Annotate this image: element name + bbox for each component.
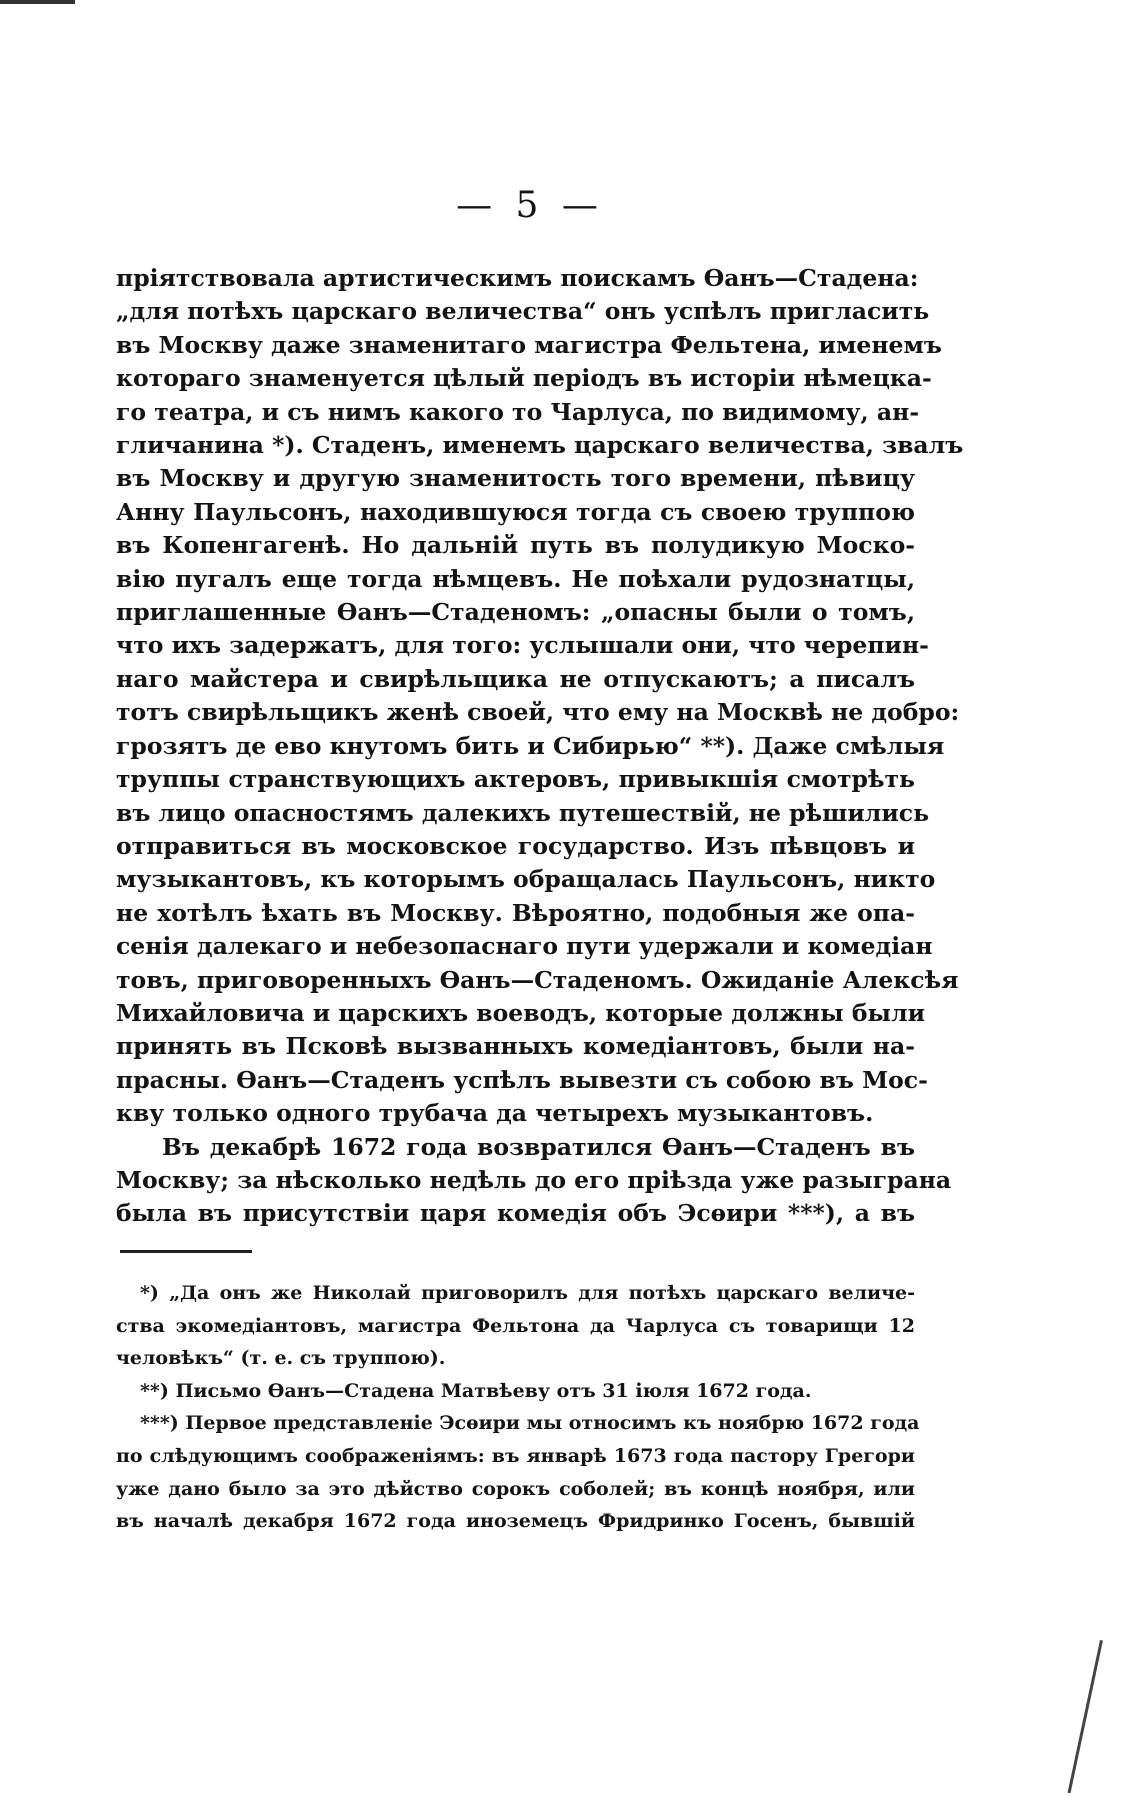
footnote-line: *) „Да онъ же Николай приговорилъ для потѣхъ царскаго величе-: [140, 1282, 915, 1304]
text-line: „для потѣхъ царскаго величества“ онъ успѣлъ пригласить: [116, 297, 930, 326]
scan-edge-mark: [0, 0, 75, 4]
text-line: гличанина *). Стаденъ, именемъ царскаго величества, звалъ: [116, 431, 964, 460]
text-line: Михайловича и царскихъ воеводъ, которые должны были: [116, 998, 926, 1027]
text-line: Анну Паульсонъ, находившуюся тогда съ своею труппою: [116, 497, 915, 526]
footnote-line: **) Письмо Ѳанъ—Стадена Матвѣеву отъ 31 іюля 1672 года.: [140, 1379, 812, 1402]
footnote-line: человѣкъ“ (т. е. съ труппою).: [116, 1347, 446, 1370]
main-text: [116, 262, 964, 1231]
footnote-line: ства экомедіантовъ, магистра Фельтона да Чарлуса съ товарищи 12: [116, 1314, 915, 1337]
text-line: товъ, приговоренныхъ Ѳанъ—Стаденомъ. Ожиданіе Алексѣя: [116, 965, 959, 994]
text-line: въ лицо опасностямъ далекихъ путешествій, не рѣшились: [116, 798, 930, 827]
text-line: не хотѣлъ ѣхать въ Москву. Вѣроятно, подобныя же опа-: [116, 898, 915, 927]
text-line: го театра, и съ нимъ какого то Чарлуса, по видимому, ан-: [116, 397, 920, 426]
footnote-separator: [120, 1250, 252, 1253]
text-line: котораго знаменуется цѣлый періодъ въ исторіи нѣмецка-: [116, 364, 932, 393]
footnote-line: въ началѣ декабря 1672 года иноземецъ Фридринко Госенъ, бывшій: [116, 1510, 915, 1533]
text-line: труппы странствующихъ актеровъ, привыкшія смотрѣть: [116, 765, 915, 794]
text-line: прасны. Ѳанъ—Стаденъ успѣлъ вывезти съ собою въ Мос-: [116, 1065, 928, 1094]
text-line: въ Копенгагенѣ. Но дальній путь въ полудикую Моско-: [116, 531, 915, 560]
text-line: отправиться въ московское государство. Изъ пѣвцовъ и: [116, 831, 915, 860]
text-line: была въ присутствіи царя комедія объ Эсѳири ***), а въ: [116, 1199, 915, 1228]
text-line: кву только одного трубача да четырехъ музыкантовъ.: [116, 1099, 874, 1128]
scan-edge-mark: [1068, 1640, 1103, 1793]
text-line: музыкантовъ, къ которымъ обращалась Паульсонъ, никто: [116, 865, 936, 894]
footnote-line: уже дано было за это дѣйство сорокъ соболей; въ концѣ ноября, или: [116, 1477, 915, 1500]
text-line: приглашенные Ѳанъ—Стаденомъ: „опасны были о томъ,: [116, 598, 915, 627]
text-line: въ Москву даже знаменитаго магистра Фельтена, именемъ: [116, 330, 942, 359]
text-line: сенія далекаго и небезопаснаго пути удержали и комедіан: [116, 932, 933, 961]
footnotes: [116, 1277, 920, 1538]
text-line: принять въ Псковѣ вызванныхъ комедіантовъ, были на-: [116, 1032, 915, 1061]
text-line: что ихъ задержатъ, для того: услышали они, что черепин-: [116, 631, 929, 660]
text-line: тотъ свирѣльщикъ женѣ своей, что ему на Москвѣ не добро:: [116, 698, 960, 727]
text-line: пріятствовала артистическимъ поискамъ Ѳанъ—Стадена:: [116, 264, 919, 292]
text-line: вію пугалъ еще тогда нѣмцевъ. Не поѣхали рудознатцы,: [116, 564, 915, 593]
page-number: — 5 —: [456, 185, 604, 226]
text-line: грозятъ де ево кнутомъ бить и Сибирью“ **). Даже смѣлыя: [116, 731, 945, 760]
footnote-line: по слѣдующимъ соображеніямъ: въ январѣ 1673 года пастору Грегори: [116, 1444, 915, 1467]
text-line: наго майстера и свирѣльщика не отпускаютъ; а писалъ: [116, 664, 915, 693]
text-line: Въ декабрѣ 1672 года возвратился Ѳанъ—Стаденъ въ: [162, 1132, 915, 1161]
text-line: Москву; за нѣсколько недѣль до его пріѣзда уже разыграна: [116, 1165, 952, 1194]
text-line: въ Москву и другую знаменитость того времени, пѣвицу: [116, 464, 915, 493]
footnote-line: ***) Первое представленіе Эсѳири мы относимъ къ ноябрю 1672 года: [140, 1412, 920, 1435]
